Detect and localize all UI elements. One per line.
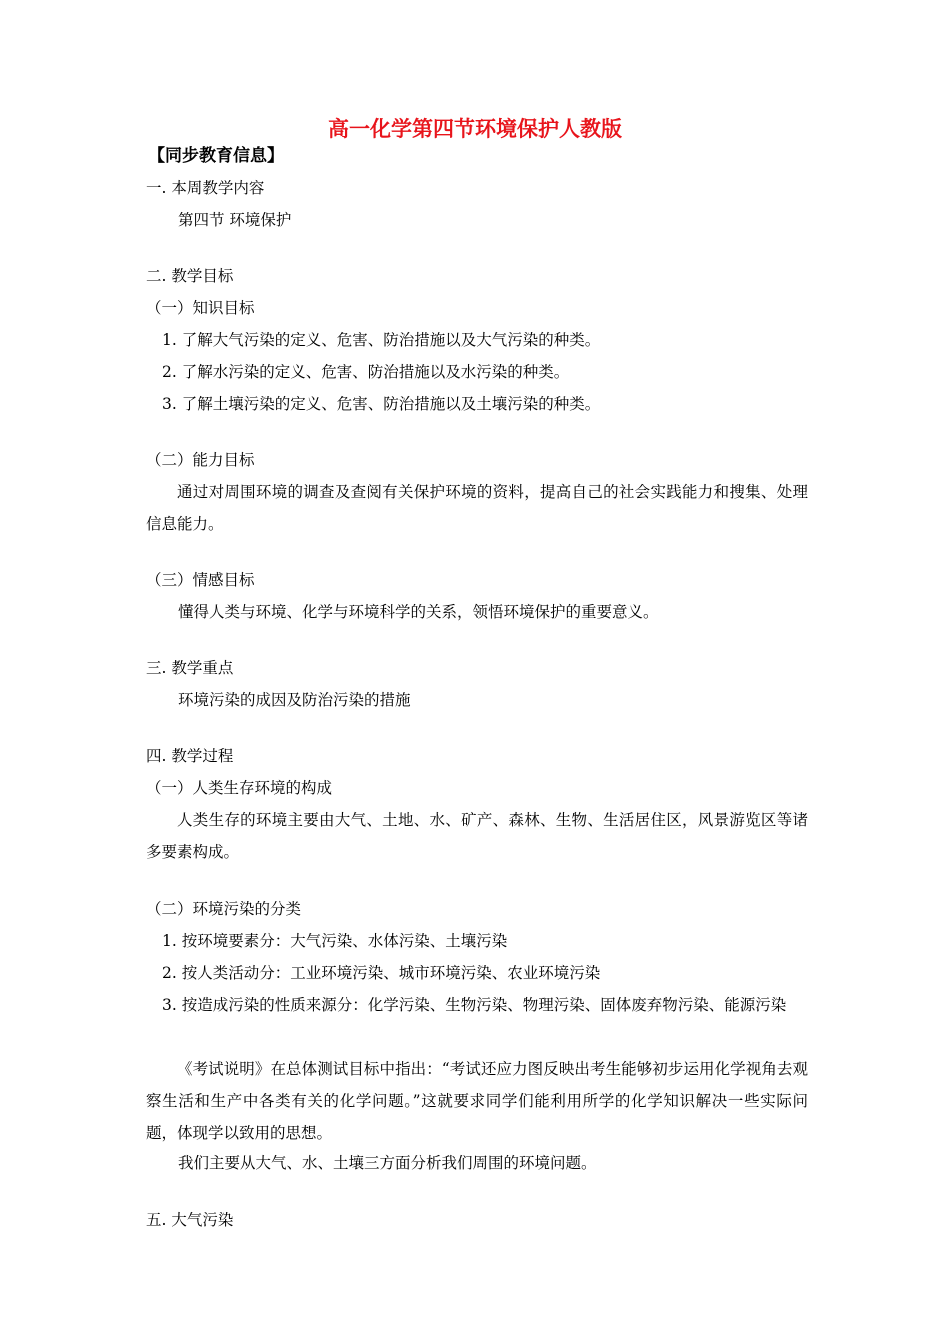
section-3-text: 环境污染的成因及防治污染的措施: [178, 691, 411, 709]
section-1-heading: 一. 本周教学内容: [146, 179, 265, 197]
knowledge-goal-item: 1. 了解大气污染的定义、危害、防治措施以及大气污染的种类。: [162, 331, 601, 349]
pollution-classification-item: 2. 按人类活动分：工业环境污染、城市环境污染、农业环境污染: [162, 964, 601, 982]
knowledge-goal-item: 2. 了解水污染的定义、危害、防治措施以及水污染的种类。: [162, 363, 570, 381]
pollution-classification-item: 3. 按造成污染的性质来源分：化学污染、生物污染、物理污染、固体废弃物污染、能源污染: [162, 996, 787, 1014]
knowledge-goal-heading: （一）知识目标: [146, 299, 255, 317]
info-heading: 【同步教育信息】: [148, 146, 284, 166]
pollution-classification-item: 1. 按环境要素分：大气污染、水体污染、土壤污染: [162, 932, 508, 950]
section-1-content: 第四节 环境保护: [178, 211, 292, 229]
knowledge-goal-item: 3. 了解土壤污染的定义、危害、防治措施以及土壤污染的种类。: [162, 395, 601, 413]
section-2-heading: 二. 教学目标: [146, 267, 234, 285]
section-3-heading: 三. 教学重点: [146, 659, 234, 677]
emotion-goal-text: 懂得人类与环境、化学与环境科学的关系，领悟环境保护的重要意义。: [178, 603, 659, 621]
document-title: 高一化学第四节环境保护人教版: [328, 117, 622, 141]
ability-goal-heading: （二）能力目标: [146, 451, 255, 469]
environment-composition-heading: （一）人类生存环境的构成: [146, 779, 333, 797]
section-4-heading: 四. 教学过程: [146, 747, 234, 765]
exam-note-paragraph: 《考试说明》在总体测试目标中指出：“考试还应力图反映出考生能够初步运用化学视角去观察生活和生产中各类有关的化学问题。”这就要求同学们能利用所学的化学知识解决一些实际问题，体现学以致用的思想。: [146, 1060, 808, 1142]
environment-composition-text: 人类生存的环境主要由大气、土地、水、矿产、森林、生物、生活居住区，风景游览区等诸多要素构成。: [146, 811, 808, 861]
ability-goal-text: 通过对周围环境的调查及查阅有关保护环境的资料，提高自己的社会实践能力和搜集、处理信息能力。: [146, 483, 808, 533]
analysis-intro-paragraph: 我们主要从大气、水、土壤三方面分析我们周围的环境问题。: [178, 1154, 597, 1172]
emotion-goal-heading: （三）情感目标: [146, 571, 255, 589]
section-5-heading: 五. 大气污染: [146, 1211, 234, 1229]
pollution-classification-heading: （二）环境污染的分类: [146, 900, 302, 918]
